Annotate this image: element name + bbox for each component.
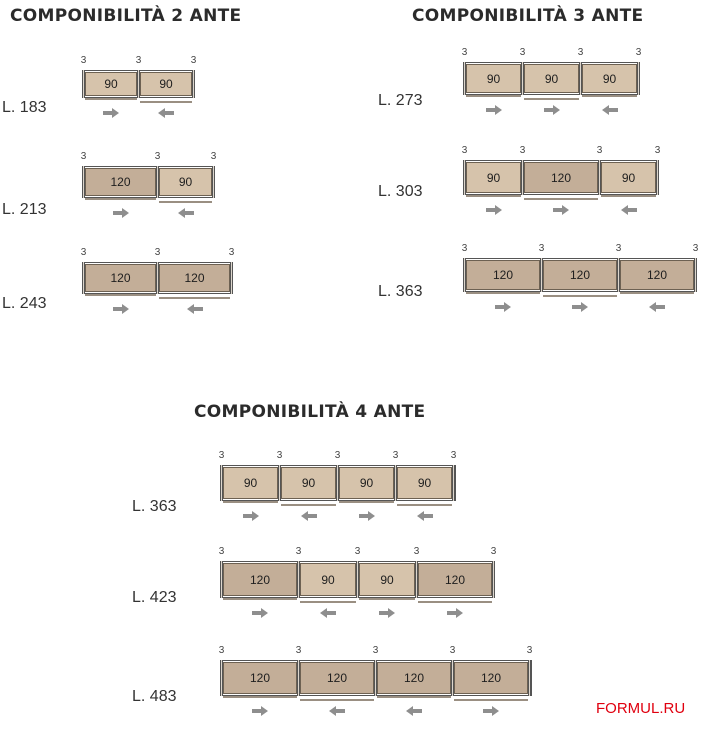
watermark: FORMUL.RU (596, 700, 686, 717)
sliding-track (223, 501, 278, 503)
arrow-right-icon (544, 100, 560, 110)
arrow-left-icon (329, 701, 345, 711)
sliding-track (466, 292, 540, 294)
sliding-track (223, 598, 297, 600)
door-panel-90: 90 (359, 563, 415, 596)
arrow-right-icon (252, 701, 268, 711)
post-dimension-label: 3 (615, 243, 622, 254)
post-dimension-label: 3 (295, 645, 302, 656)
sliding-track (466, 95, 521, 97)
post-dimension-label: 3 (218, 450, 225, 461)
post-dimension-label: 3 (450, 450, 457, 461)
post-dimension-label: 3 (218, 645, 225, 656)
post-dimension-label: 3 (538, 243, 545, 254)
door-panel-120: 120 (159, 264, 230, 292)
arrow-right-icon (486, 200, 502, 210)
door-panel-120: 120 (524, 162, 598, 193)
length-label-4-ante-3: L. 483 (132, 688, 177, 705)
door-panel-90: 90 (524, 64, 579, 93)
post-dimension-label: 3 (80, 55, 87, 66)
post-dimension-label: 3 (80, 151, 87, 162)
arrow-right-icon (447, 603, 463, 613)
length-label-2-ante-1: L. 183 (2, 99, 47, 116)
length-label-2-ante-2: L. 213 (2, 201, 47, 218)
post-dimension-label: 3 (461, 243, 468, 254)
length-label-4-ante-1: L. 363 (132, 498, 177, 515)
length-label-3-ante-3: L. 363 (378, 283, 423, 300)
door-panel-90: 90 (582, 64, 637, 93)
sliding-track (359, 598, 415, 600)
post-dimension-label: 3 (526, 645, 533, 656)
wardrobe-diagram-4-ante-2 (218, 546, 497, 614)
wardrobe-diagram-3-ante-3 (461, 243, 699, 308)
frame-post (212, 166, 215, 198)
arrow-left-icon (301, 506, 317, 516)
door-panel-120: 120 (223, 563, 297, 596)
post-dimension-label: 3 (228, 247, 235, 258)
sliding-track (85, 294, 156, 296)
frame-post (637, 62, 640, 95)
post-dimension-label: 3 (334, 450, 341, 461)
door-panel-90: 90 (85, 72, 137, 96)
wardrobe-diagram-4-ante-1 (220, 451, 456, 517)
sliding-track (85, 98, 137, 100)
frame-post (230, 262, 233, 294)
arrow-right-icon (243, 506, 259, 516)
door-panel-90: 90 (466, 162, 521, 193)
post-dimension-label: 3 (490, 546, 497, 557)
arrow-right-icon (483, 701, 499, 711)
door-panel-90: 90 (397, 467, 452, 499)
post-dimension-label: 3 (692, 243, 699, 254)
arrow-right-icon (103, 103, 119, 113)
wardrobe-diagram-2-ante-3 (82, 248, 233, 310)
post-dimension-label: 3 (635, 47, 642, 58)
sliding-track (620, 292, 694, 294)
post-dimension-label: 3 (154, 247, 161, 258)
frame-post (528, 660, 531, 696)
post-dimension-label: 3 (154, 151, 161, 162)
door-panel-90: 90 (140, 72, 192, 96)
frame-post (452, 465, 455, 501)
post-dimension-label: 3 (577, 47, 584, 58)
door-panel-90: 90 (339, 467, 394, 499)
sliding-track (601, 195, 656, 197)
door-panel-90: 90 (300, 563, 356, 596)
post-dimension-label: 3 (654, 145, 661, 156)
sliding-track (339, 501, 394, 503)
arrow-left-icon (406, 701, 422, 711)
arrow-right-icon (113, 299, 129, 309)
door-panel-90: 90 (223, 467, 278, 499)
door-panel-90: 90 (159, 168, 212, 196)
arrow-left-icon (178, 203, 194, 213)
wardrobe-diagram-3-ante-2 (463, 146, 659, 211)
post-dimension-label: 3 (276, 450, 283, 461)
arrow-right-icon (486, 100, 502, 110)
post-dimension-label: 3 (449, 645, 456, 656)
post-dimension-label: 3 (519, 47, 526, 58)
post-dimension-label: 3 (461, 47, 468, 58)
sliding-track (223, 696, 297, 698)
section-title-4-ante: COMPONIBILITÀ 4 ANTE (194, 402, 426, 422)
post-dimension-label: 3 (519, 145, 526, 156)
door-panel-120: 120 (85, 264, 156, 292)
length-label-2-ante-3: L. 243 (2, 295, 47, 312)
section-title-3-ante: COMPONIBILITÀ 3 ANTE (412, 6, 644, 26)
door-panel-120: 120 (418, 563, 492, 596)
arrow-left-icon (158, 103, 174, 113)
door-panel-120: 120 (85, 168, 156, 196)
door-panel-90: 90 (601, 162, 656, 193)
post-dimension-label: 3 (210, 151, 217, 162)
arrow-right-icon (379, 603, 395, 613)
sliding-track (466, 195, 521, 197)
arrow-left-icon (621, 200, 637, 210)
wardrobe-diagram-2-ante-2 (82, 152, 215, 214)
wardrobe-diagram-4-ante-3 (220, 646, 532, 712)
section-title-2-ante: COMPONIBILITÀ 2 ANTE (10, 6, 242, 26)
post-dimension-label: 3 (413, 546, 420, 557)
door-panel-120: 120 (620, 260, 694, 290)
arrow-right-icon (359, 506, 375, 516)
post-dimension-label: 3 (596, 145, 603, 156)
door-panel-120: 120 (466, 260, 540, 290)
door-panel-90: 90 (466, 64, 521, 93)
post-dimension-label: 3 (135, 55, 142, 66)
frame-post (492, 561, 495, 598)
frame-post (656, 160, 659, 195)
arrow-right-icon (553, 200, 569, 210)
arrow-left-icon (320, 603, 336, 613)
door-panel-120: 120 (377, 662, 451, 694)
frame-post (192, 70, 195, 98)
door-panel-120: 120 (300, 662, 374, 694)
arrow-left-icon (649, 297, 665, 307)
arrow-right-icon (495, 297, 511, 307)
post-dimension-label: 3 (392, 450, 399, 461)
arrow-right-icon (252, 603, 268, 613)
arrow-left-icon (187, 299, 203, 309)
wardrobe-diagram-2-ante-1 (80, 55, 197, 114)
frame-post (694, 258, 697, 292)
length-label-4-ante-2: L. 423 (132, 589, 177, 606)
door-panel-120: 120 (223, 662, 297, 694)
door-panel-120: 120 (543, 260, 617, 290)
post-dimension-label: 3 (372, 645, 379, 656)
post-dimension-label: 3 (80, 247, 87, 258)
door-panel-120: 120 (454, 662, 528, 694)
arrow-right-icon (572, 297, 588, 307)
arrow-left-icon (602, 100, 618, 110)
sliding-track (582, 95, 637, 97)
arrow-left-icon (417, 506, 433, 516)
sliding-track (85, 198, 156, 200)
arrow-right-icon (113, 203, 129, 213)
post-dimension-label: 3 (461, 145, 468, 156)
sliding-track (377, 696, 451, 698)
post-dimension-label: 3 (295, 546, 302, 557)
wardrobe-diagram-3-ante-1 (461, 47, 642, 111)
post-dimension-label: 3 (354, 546, 361, 557)
length-label-3-ante-1: L. 273 (378, 92, 423, 109)
door-panel-90: 90 (281, 467, 336, 499)
post-dimension-label: 3 (218, 546, 225, 557)
length-label-3-ante-2: L. 303 (378, 183, 423, 200)
post-dimension-label: 3 (190, 55, 197, 66)
